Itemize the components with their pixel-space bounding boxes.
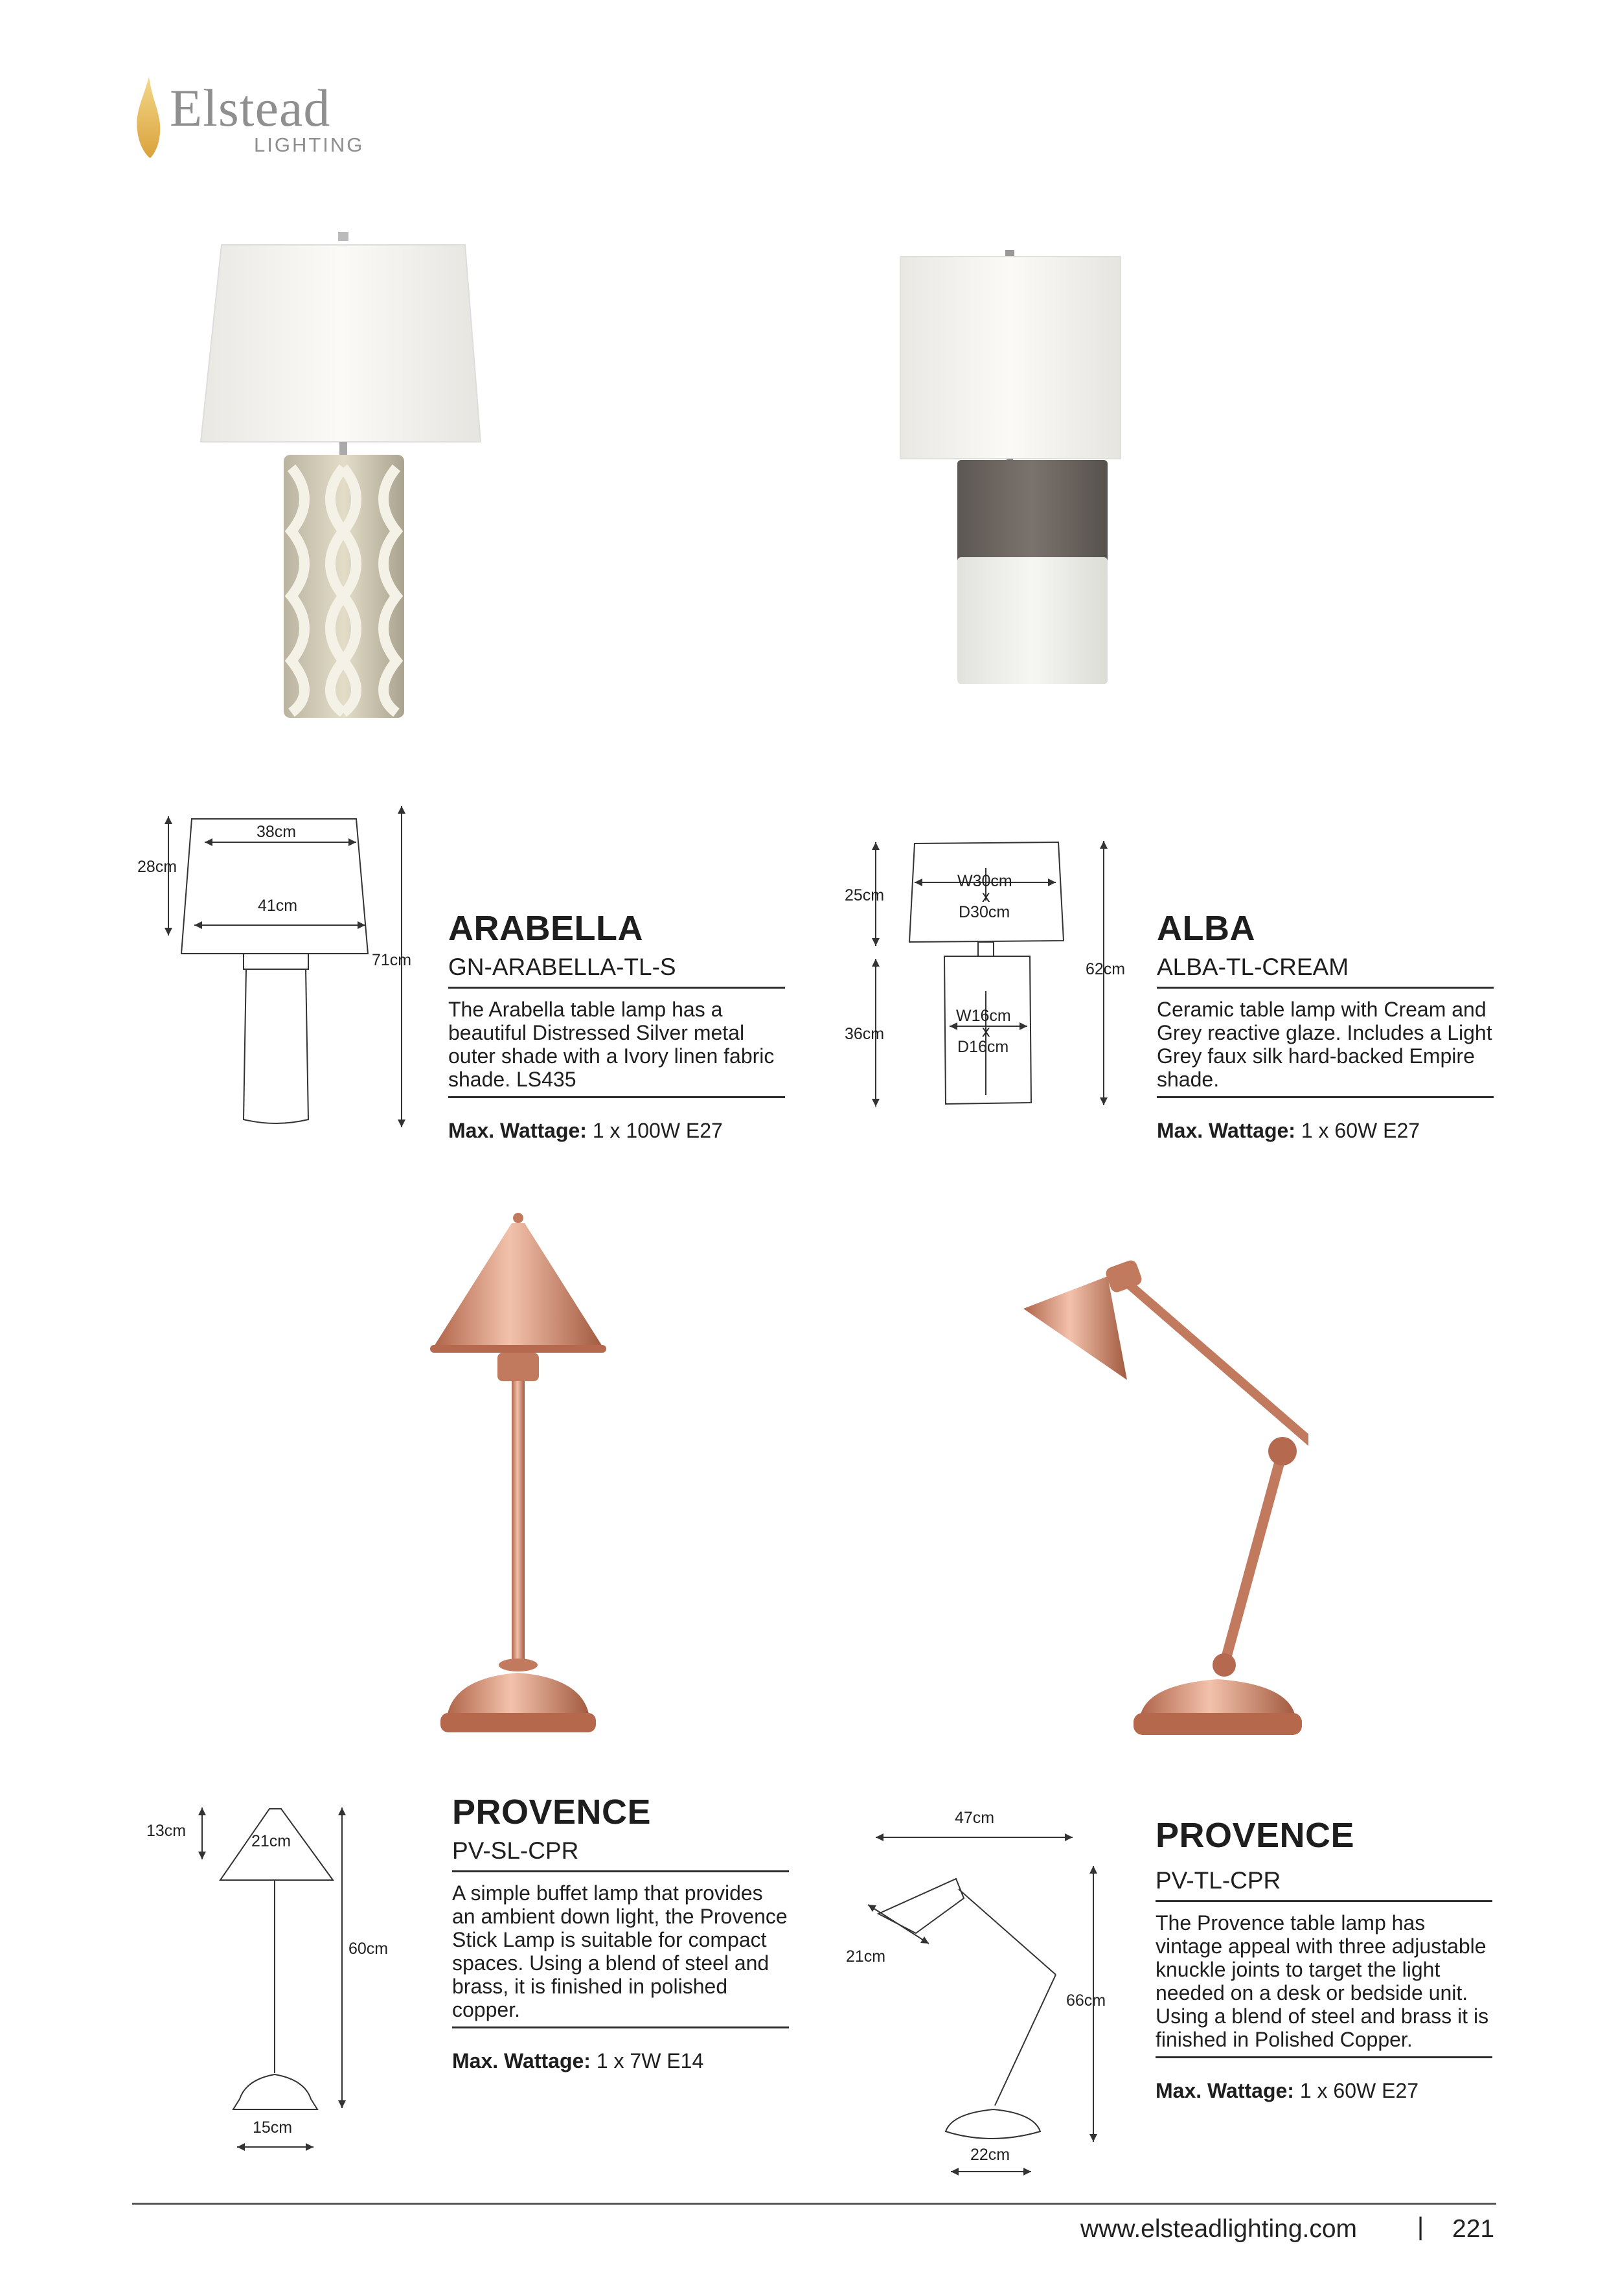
product-wattage [1156, 2080, 1492, 2101]
wattage-value: 1 x 60W E27 [1301, 1119, 1420, 1142]
product-code: ALBA-TL-CREAM [1157, 955, 1494, 989]
wattage-value: 1 x 7W E14 [596, 2049, 704, 2072]
wattage-value: 1 x 60W E27 [1299, 2079, 1419, 2102]
wattage-label: Max. Wattage: [1156, 2079, 1294, 2102]
alba-dim-shade-width: W30cm [957, 872, 1012, 890]
product-name: PROVENCE [1156, 1816, 1355, 1855]
wattage-label: Max. Wattage: [452, 2049, 591, 2072]
footer-url[interactable]: www.elsteadlighting.com [1080, 2215, 1358, 2243]
provence-stick-dim-base: 15cm [253, 2118, 293, 2137]
alba-dim-height: 62cm [1086, 960, 1126, 978]
arabella-dim-height: 71cm [372, 951, 412, 969]
provence-table-dim-base: 22cm [970, 2146, 1010, 2164]
product-description: The Arabella table lamp has a beautiful Distressed Silver metal outer shade with a Ivory linen fabric shade. LS435 [448, 998, 785, 1098]
product-arabella [448, 911, 785, 1141]
arabella-photo [194, 227, 492, 732]
alba-dim-base-width: W16cm [956, 1007, 1011, 1025]
provence-table-dim-reach: 47cm [955, 1809, 995, 1827]
product-description: The Provence table lamp has vintage appeal with three adjustable knuckle joints to target the light needed on a desk or bedside unit. Using a blend of steel and brass it is finished in Polished Copper. [1156, 1911, 1492, 2058]
product-wattage [452, 2050, 789, 2071]
wattage-label: Max. Wattage: [448, 1119, 587, 1142]
product-wattage [1157, 1120, 1494, 1141]
alba-dim-shade-height: 25cm [845, 886, 885, 904]
provence-table-dim-height: 66cm [1066, 1992, 1106, 2010]
provence-stick-dim-shade-width: 21cm [251, 1832, 291, 1850]
product-name: ARABELLA [448, 909, 643, 948]
provence-stick-dim-height: 60cm [348, 1940, 389, 1958]
product-provence-table [1156, 1818, 1492, 2101]
alba-dimensions [842, 836, 1153, 1134]
provence-table-dimensions [842, 1808, 1153, 2183]
arabella-dim-top: 38cm [256, 823, 297, 841]
product-code: PV-TL-CPR [1156, 1868, 1492, 1902]
alba-dim-base-height: 36cm [845, 1025, 885, 1043]
product-description: A simple buffet lamp that provides an ambient down light, the Provence Stick Lamp is suitable for compact spaces. Using a blend of steel and brass, it is finished in polished copper. [452, 1881, 789, 2028]
arabella-dim-bottom: 41cm [258, 897, 298, 915]
product-alba [1157, 911, 1494, 1141]
product-description: Ceramic table lamp with Cream and Grey reactive glaze. Includes a Light Grey faux silk hard-backed Empire shade. [1157, 998, 1494, 1098]
flame-icon [130, 71, 168, 162]
provence-stick-photo [415, 1211, 622, 1743]
product-code: PV-SL-CPR [452, 1839, 789, 1872]
product-wattage [448, 1120, 785, 1141]
arabella-dim-shade-height: 28cm [137, 858, 177, 876]
product-code: GN-ARABELLA-TL-S [448, 955, 785, 989]
wattage-value: 1 x 100W E27 [592, 1119, 723, 1142]
alba-dim-base-x: x [982, 1022, 990, 1040]
brand-name: Elstead [170, 78, 331, 137]
alba-photo [894, 246, 1127, 700]
product-name: PROVENCE [452, 1793, 652, 1831]
wattage-label: Max. Wattage: [1157, 1119, 1295, 1142]
provence-table-photo [1010, 1237, 1308, 1749]
footer-divider [132, 2203, 1496, 2205]
brand-sub: LIGHTING [254, 133, 365, 156]
product-provence-stick [452, 1795, 789, 2071]
provence-stick-dim-shade-height: 13cm [146, 1822, 187, 1840]
arabella-dimensions [130, 803, 427, 1140]
alba-dim-base-depth: D16cm [957, 1038, 1009, 1056]
alba-dim-shade-x: x [982, 888, 990, 906]
provence-table-dim-shade: 21cm [846, 1947, 886, 1966]
page-number: 221 [1452, 2215, 1495, 2243]
product-name: ALBA [1157, 909, 1255, 948]
alba-dim-shade-depth: D30cm [959, 903, 1010, 921]
footer-separator: | [1417, 2213, 1424, 2241]
provence-stick-dimensions [130, 1795, 415, 2157]
